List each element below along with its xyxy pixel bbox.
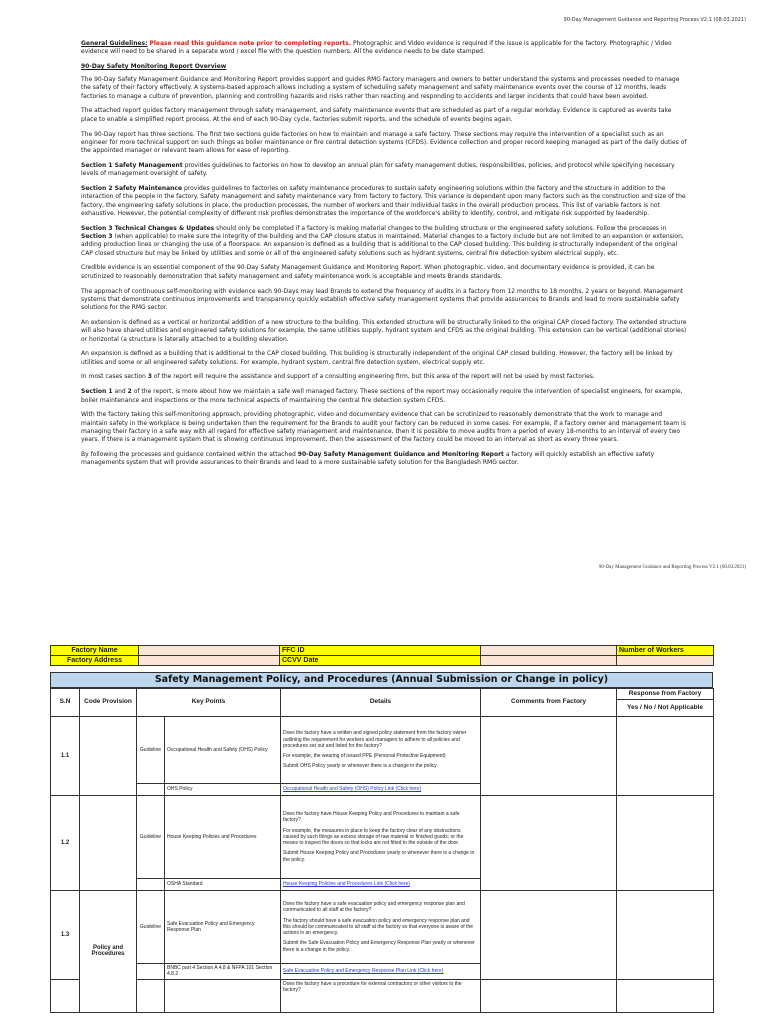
section-3-inline-heading: Section 3 [81,233,113,241]
table-row [51,796,714,879]
general-guidelines-warning: Please read this guidance note prior to completing reports. [149,40,352,47]
factory-address-input[interactable] [139,656,280,666]
row-key-point [165,979,281,1012]
row-sn: 1.2 [51,796,80,891]
sections-1-2-note [81,388,689,405]
col-response-top: Response from Factory [617,689,714,700]
section-1-heading: Section 1 Safety Management [81,161,183,169]
section-2-paragraph [81,185,689,218]
row-details [281,891,481,964]
workers-input[interactable] [617,656,714,666]
row-comments-cell[interactable] [481,796,617,891]
ffc-id-input[interactable] [481,646,617,656]
policy-link[interactable]: House Keeping Policies and Procedures Link (Click here) [283,881,411,888]
detail-question: Does the factory have a safe evacuation policy and emergency response plan and communicated to all staff at the factory? [283,900,465,914]
closing-a: By following the processes and guidance contained within the attached [81,450,298,458]
row-type-empty [137,964,165,980]
row-comments-cell[interactable] [481,979,617,1012]
closing-c: a factory will quickly establish an effective safety managements system that will provide assurances to their Brands and lead to a more sustainable safety solution for the Bangladesh RMG sector. [81,450,655,467]
row-key-point: Safe Evacuation Policy and Emergency Response Plan [165,891,281,964]
row-link-cell [281,879,481,891]
footer-version: 90-Day Management Guidance and Reporting Process V2.1 (08.03.2021) [598,565,746,570]
col-response-bottom: Yes / No / Not Applicable [617,700,714,717]
row-sn [51,979,80,1012]
factory-name-label: Factory Name [51,646,139,656]
row-sn: 1.1 [51,717,80,796]
table-row [51,979,714,1012]
row-key-point: House Keeping Policies and Procedures [165,796,281,879]
row-response-cell[interactable] [617,891,714,980]
expansion-paragraph: An expansion is defined as a building that is additional to the CAP closed building. This building is structurally independent of the original CAP closed building. However, the factory will be linked by utilities and some or all engineered safety solutions. For example, hydrant system, central fire detection system, electrical supply etc. [81,350,673,366]
row-response-cell[interactable] [617,717,714,796]
col-comments: Comments from Factory [481,689,617,717]
policy-link[interactable]: Occupational Health and Safety (OHS) Policy Link (Click here) [283,786,422,793]
self-monitoring-paragraph: The approach of continuous self-monitoring with evidence each 90-Days may lead Brands to extend the frequency of audits in a factory from 12 months to 18 months, 2 years or beyond. Management systems that demonstrate continuous improvements and transparency quickly establish effective safety management systems that provide assurances to Brands and lead to more sustainable safety solutions for the RMG sector. [81,287,684,312]
col-sn: S.N [51,689,80,717]
policy-table [50,688,714,1013]
detail-example: For example, the wearing of issued PPE (Personal Protective Equipment) [283,753,446,760]
section-2-text: provides guidelines to factories on safety maintenance procedures to sustain safety engineering solutions within the factory and the structure in addition to the interaction of the people in the factory. Safety management and safety maintenance vary from factory to factory. This variance is dependent upon many factors such as the construction and size of the factory, the engineering safety solutions in place, the production processes, the number of workers and their individual tasks in the overall production process. This list of variable factors is not exhaustive. However, the potential complexity of different risk profiles demonstrates the importance of the workforce's ability to identify, control, and mitigate risk supported by leadership. [81,185,686,217]
row-type [137,979,165,1012]
row-provision-empty [80,796,137,891]
general-guidelines-label: General Guidelines: [81,40,148,47]
row-sn: 1.3 [51,891,80,980]
section-1-paragraph [81,162,689,179]
detail-example: The factory should have a safe evacuation policy and emergency response plan and this should be communicated to all staff at the factory so that everyone is aware of the actions in an emergency. [283,917,474,937]
col-code-provision: Code Provision [80,689,137,717]
closing-paragraph [81,451,689,468]
ccvv-date-input[interactable] [481,656,617,666]
row-sub-key: OSHA Standard [165,879,281,891]
row-comments-cell[interactable] [481,717,617,796]
factory-address-label: Factory Address [51,656,139,666]
overview-paragraph-1: The 90-Day Safety Management Guidance and Monitoring Report provides support and guides RMG factory managers and owners to better understand the systems and processes needed to manage the safety of their factory effectively. A systems-based approach allows including a system of scheduling safety management and safety maintenance events over the course of 12 months, leads factories to manage a culture of prevention, planning and controlling hazards and risks rather than reacting and responding to accidents and larger incidents that could have been avoided. [81,76,680,100]
section-3-note-num: 3 [147,373,152,381]
ffc-id-label: FFC ID [280,646,481,656]
col-key-points: Key Points [137,689,281,717]
header-version: 90-Day Management Guidance and Reporting Process V2.1 (08.03.2021) [563,17,746,23]
overview-title: 90-Day Safety Monitoring Report Overview [81,63,227,71]
row-type-empty [137,879,165,891]
table-row [51,891,714,964]
extension-paragraph: An extension is defined as a vertical or horizontal addition of a new structure to the building. This extended structure will be structurally linked to the original CAP closed factory. The extended structure will also have shared utilities and engineered safety solutions for example, the same utilities supply, hydrant system and CFDS as the original building. This extension can be vertical (additional stories) or horizontal (a structure is laterally attached to a building elevation. [81,318,687,343]
general-guidelines-text: Photographic and Video evidence is required if the issue is applicable for the factory. Photographic / Video evidence will need to be shared in a separate word / excel file with the question numbers. All the evidence needs to be date stamped. [81,40,672,56]
detail-submit: Submit the Safe Evacuation Policy and Emergency Response Plan yearly or whenever there is a change in the policy. [283,940,475,953]
workers-label: Number of Workers [617,646,714,656]
row-type: Guideline [137,891,165,964]
sections-note-text: of the report, is more about how we maintain a safe well managed factory. These sections of the report may occasionally require the intervention of specialist engineers, for example, boiler maintenance and inspections or the more technical aspects of maintaining the central fire detection system CFDS. [81,388,683,404]
section-3-paragraph [81,225,689,258]
detail-question: Does the factory have a written and signed policy statement from the factory owner outlining the requirement for workers and managers to adhere to all policies and procedures set out and listed for the factory? [283,730,467,749]
audit-frequency-paragraph: With the factory taking this self-monitoring approach, providing photographic, video and documentary evidence that can be scrutinized to reasonably demonstrate that the work to manage and maintain safety in the workplace is being undertaken then the requirement for the Brands to audit your factory can be reduced in some cases. For example, if a factory owner and management team is managing their factory in a safe way with all regard for effective safety management and maintenance, then it is possible to move audits from a period of every 18-months to an interval of every two years. If there is a management system that is showing continuous improvement, then the assessment of the factory could be moved to an interval as short as every three years. [81,411,686,444]
col-details: Details [281,689,481,717]
row-provision-empty [80,717,137,796]
row-details [281,979,481,1012]
section-banner: Safety Management Policy, and Procedures (Annual Submission or Change in policy) [50,672,713,688]
factory-info-table [50,645,714,666]
row-sub-key: BNBC part 4 Section A 4.8 & NFPA 101 Section 4.8.2. [165,964,281,980]
detail-submit: Submit House Keeping Policy and Procedures yearly or whenever there is a change in the policy. [283,850,475,863]
row-link-cell [281,964,481,980]
row-type: Guideline [137,717,165,784]
section-3-text-b: (when applicable) to make sure the integrity of the building and the CAP closure status in maintained. Material changes to a factory include but are not limited to an expansion or extension, adding production lines or changing the use of a floorspace. An expansion is defined as a building that is additional to the CAP closed building. This building is structurally independent of the original CAP closed structure but may be linked by utilities and some or all of the engineered safety solutions such as hydrant systems, central fire detection system electrical supply, etc. [81,233,684,257]
row-sub-key: OHS Policy [165,784,281,796]
section-3-heading: Section 3 Technical Changes & Updates [81,224,215,232]
detail-question: Does the factory have House Keeping Policy and Procedures to maintain a safe factory? [283,810,460,824]
section-3-text-a: should only be completed if a factory is making material changes to the building structure or the engineered safety solutions. Follow the processes in [214,224,667,232]
detail-example: For example, the measures in place to keep the factory clear of any obstructions caused by such things as excess storage of raw material or finished goods; or the means to inspect fire doors so that locks are not fitted to the outside of the door. [283,827,464,847]
row-details [281,717,481,784]
guidance-content [81,40,689,474]
row-type: Guideline [137,796,165,879]
section-1-text: provides guidelines to factories on how to develop an annual plan for safety management duties, responsibilities, policies, and protocol while specifying necessary levels of management oversight of safety. [81,161,675,178]
row-provision-group: Policy and Procedures [80,891,137,1013]
row-response-cell[interactable] [617,796,714,891]
table-row [51,717,714,784]
section-3-note-a: In most cases section [81,373,148,381]
section-2-heading: Section 2 Safety Maintenance [81,185,183,193]
sections-note-s2: 2 [127,388,132,396]
policy-link[interactable]: Safe Evacuation Policy and Emergency Response Plan Link (Click here) [283,968,444,975]
evidence-paragraph: Credible evidence is an essential component of the 90-Day Safety Management Guidance and Monitoring Report. When photographic, video, and documentary evidence is provided, it can be scrutinized to reasonably demonstration that safety management and safety maintenance work is acceptable and meets Brands standards. [81,264,655,280]
monitoring-sheet [50,645,713,1013]
section-3-note [81,373,689,381]
overview-paragraph-3: The 90-Day report has three sections. The first two sections guide factories on how to maintain and manage a safe factory. These sections may require the intervention of a specialist such as an engineer for more technical support on such things as boiler maintenance or fire central detection systems (CFDS). Evidence collection and proper record keeping managed as part of the daily duties of the appointed manager or relevant team allows for ease of reporting. [81,130,687,155]
row-key-point: Occupational Health and Safety (OHS) Policy [165,717,281,784]
row-response-cell[interactable] [617,979,714,1012]
row-comments-cell[interactable] [481,891,617,980]
sections-note-s1: Section 1 [81,388,113,396]
detail-question: Does the factory have a procedure for external contractors or other visitors to the factory? [283,980,462,993]
row-link-cell [281,784,481,796]
general-guidelines [81,40,689,57]
detail-submit: Submit OHS Policy yearly or whenever there is a change in the policy. [283,763,438,770]
sections-note-and: and [112,388,128,396]
factory-name-input[interactable] [139,646,280,656]
section-3-note-c: of the report will require the assistance and support of a consulting engineering firm, but this area of the report will not be used by most factories. [151,373,595,381]
ccvv-date-label: CCVV Date [280,656,481,666]
row-details [281,796,481,879]
overview-paragraph-2: The attached report guides factory management through safety management, and safety maintenance events that are scheduled as part of a regular workday. Evidence is captured as events take place to enable a simplified report process. At the end of each 90-Day cycle, factories submit reports, and the schedule of events begins again. [81,107,672,123]
closing-report-name: 90-Day Safety Management Guidance and Monitoring Report [297,450,504,458]
row-type-empty [137,784,165,796]
